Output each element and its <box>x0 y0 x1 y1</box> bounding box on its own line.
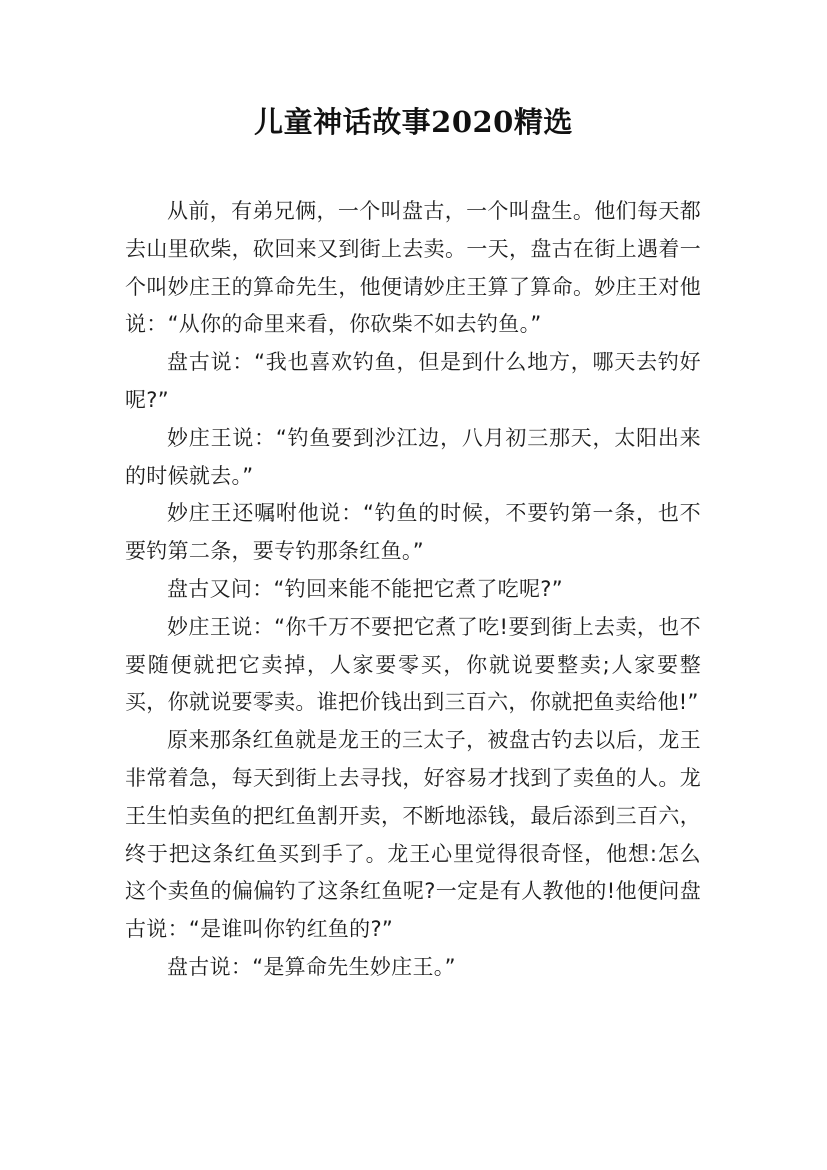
paragraph-1: 从前，有弟兄俩，一个叫盘古，一个叫盘生。他们每天都去山里砍柴，砍回来又到街上去卖。一天，盘古在街上遇着一个叫妙庄王的算命先生，他便请妙庄王算了算命。妙庄王对他说：“从你的命里来看，你砍柴不如去钓鱼。” <box>125 199 701 337</box>
paragraph-4: 妙庄王还嘱咐他说：“钓鱼的时候，不要钓第一条，也不要钓第二条，要专钓那条红鱼。” <box>125 501 701 564</box>
paragraph-7: 原来那条红鱼就是龙王的三太子，被盘古钓去以后，龙王非常着急，每天到街上去寻找，好容易才找到了卖鱼的人。龙王生怕卖鱼的把红鱼割开卖，不断地添钱，最后添到三百六，终于把这条红鱼买到手了。龙王心里觉得很奇怪，他想:怎么这个卖鱼的偏偏钓了这条红鱼呢?一定是有人教他的!他便问盘古说：“是谁叫你钓红鱼的?” <box>125 728 701 942</box>
paragraph-8: 盘古说：“是算命先生妙庄王。” <box>167 954 456 979</box>
paragraph-5: 盘古又问：“钓回来能不能把它煮了吃呢?” <box>167 576 563 601</box>
paragraph-6: 妙庄王说：“你千万不要把它煮了吃!要到街上去卖，也不要随便就把它卖掉，人家要零买，你就说要整卖;人家要整买，你就说要零卖。谁把价钱出到三百六，你就把鱼卖给他!” <box>125 614 701 715</box>
paragraph-3: 妙庄王说：“钓鱼要到沙江边，八月初三那天，太阳出来的时候就去。” <box>125 425 701 488</box>
page-title: 儿童神话故事2020精选 <box>254 105 573 139</box>
story-body <box>125 193 701 987</box>
paragraph-2: 盘古说：“我也喜欢钓鱼，但是到什么地方，哪天去钓好呢?” <box>125 350 701 412</box>
